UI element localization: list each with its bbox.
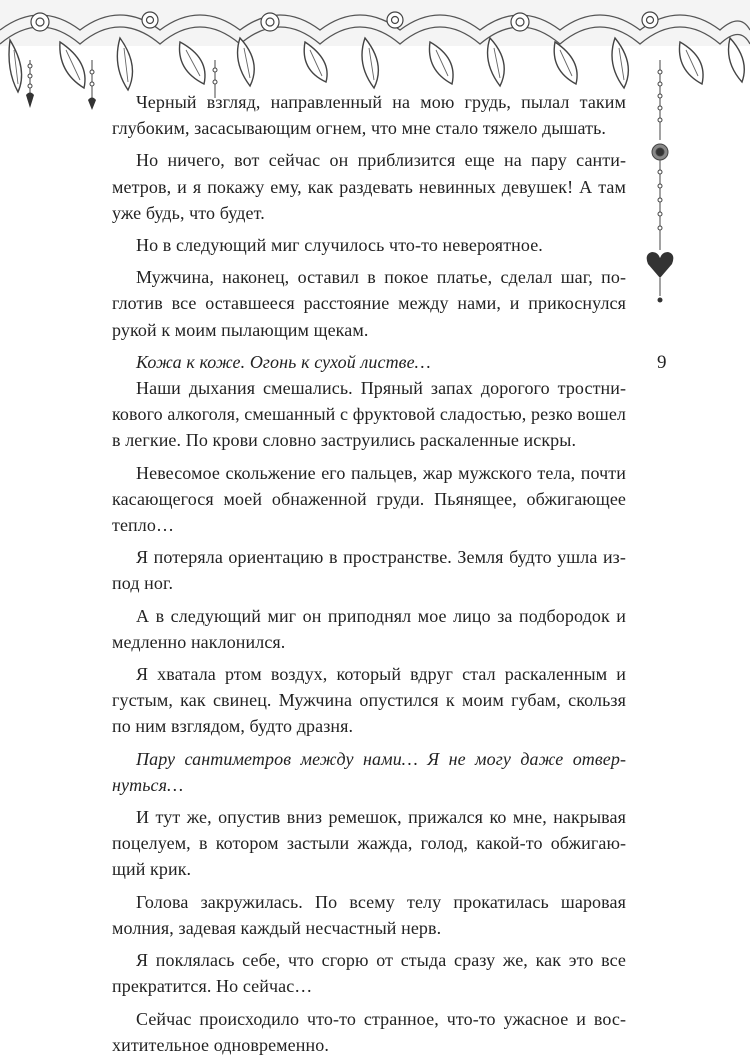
paragraph-8: Я потеряла ориентацию в пространстве. Земля будто ушла из-под ног.: [112, 547, 626, 594]
page-number: 9: [657, 352, 667, 373]
paragraph-15: Сейчас происходило что-то странное, что-то ужасное и восхитительное одновременно.: [112, 1008, 626, 1055]
paragraph-3: Но в следующий миг случилось что-то невероятное.: [136, 235, 543, 256]
paragraph-10: Я хватала ртом воздух, который вдруг стал раскаленным и густым, как свинец. Мужчина опустился к моим губам, скользя по ним взглядом, будто дразня.: [112, 664, 626, 737]
paragraph-7: Невесомое скольжение его пальцев, жар мужского тела, почти касающегося моей обнаженной груди. Пьянящее, обжигающее тепло…: [112, 462, 626, 536]
paragraph-13: Голова закружилась. По всему телу прокатилась шаровая молния, задевая каждый несчастный нерв.: [112, 891, 626, 938]
paragraph-5: Кожа к коже. Огонь к сухой листве…: [136, 351, 431, 372]
paragraph-1: Черный взгляд, направленный на мою грудь, пылал таким глубоким, засасывающим огнем, что мне стало тяжело дышать.: [112, 92, 626, 139]
paragraph-11: Пару сантиметров между нами… Я не могу даже отвернуться…: [112, 748, 626, 795]
paragraph-12: И тут же, опустив вниз ремешок, прижался ко мне, накрывая поцелуем, в котором застыли жажда, голод, какой-то обжигающий крик.: [112, 807, 626, 880]
paragraph-6: Наши дыхания смешались. Пряный запах дорогого тростникового алкоголя, смешанный с фруктовой сладостью, резко вошел в легкие. По крови словно заструились раскаленные искры.: [112, 378, 626, 451]
paragraph-14: Я поклялась себе, что сгорю от стыда сразу же, как это все прекратится. Но сейчас…: [112, 950, 626, 997]
paragraph-9: А в следующий миг он приподнял мое лицо за подбородок и медленно наклонился.: [112, 605, 626, 652]
pendant-ornament: [640, 60, 680, 310]
paragraph-2: Но ничего, вот сейчас он приблизится еще на пару сантиметров, и я покажу ему, как раздевать невинных девушек! А там уже будь, что будет.: [112, 150, 626, 223]
body-text: [112, 89, 626, 1058]
paragraph-4: Мужчина, наконец, оставил в покое платье, сделал шаг, поглотив все оставшееся расстояние между нами, и прикоснулся рукой к моим пылающим щекам.: [112, 267, 626, 340]
